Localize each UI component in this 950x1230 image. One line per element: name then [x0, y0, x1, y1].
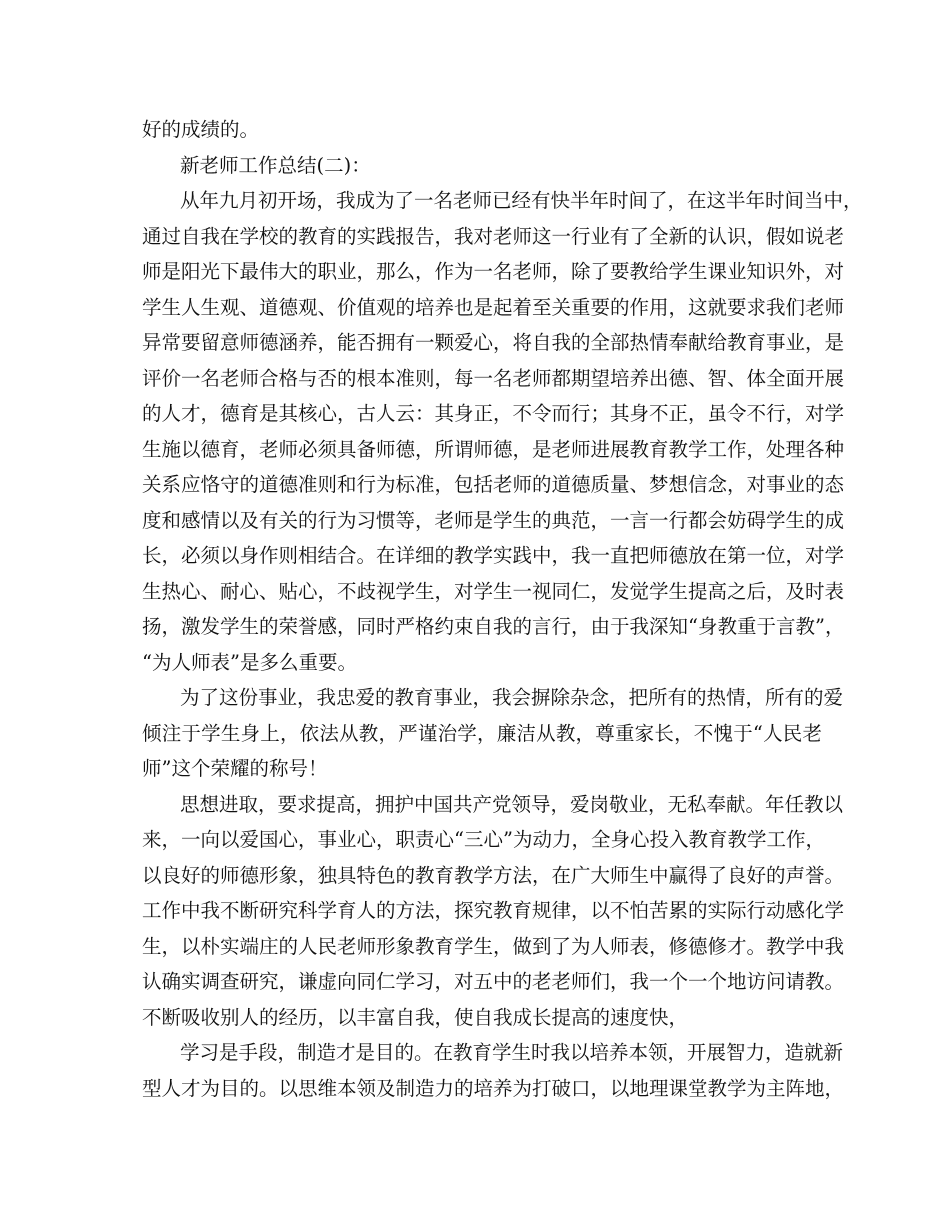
text-line: 异常要留意师德涵养，能否拥有一颗爱心，将自我的全部热情奉献给教育事业，是: [142, 331, 845, 354]
text-line: 学习是手段，制造才是目的。在教育学生时我以培养本领，开展智力，造就新: [180, 1041, 844, 1064]
text-line: 型人才为目的。以思维本领及制造力的培养为打破口，以地理课堂教学为主阵地，: [142, 1076, 845, 1100]
text-line: 师是阳光下最伟大的职业，那么，作为一名老师，除了要教给学生课业知识外，对: [142, 260, 845, 283]
text-line: 来，一向以爱国心，事业心，职责心“三心”为动力，全身心投入教育教学工作，: [142, 828, 825, 851]
text-line: 新老师工作总结(二)：: [180, 153, 371, 177]
text-line: 长，必须以身作则相结合。在详细的教学实践中，我一直把师德放在第一位，对学: [142, 544, 845, 567]
text-line: “为人师表”是多么重要。: [142, 650, 357, 674]
text-line: 生施以德育，老师必须具备师德，所谓师德，是老师进展教育教学工作，处理各种: [142, 437, 845, 461]
text-line: 评价一名老师合格与否的根本准则，每一名老师都期望培养出德、智、体全面开展: [142, 366, 845, 390]
text-line: 从年九月初开场，我成为了一名老师已经有快半年时间了，在这半年时间当中，: [180, 189, 863, 212]
text-line: 的人才，德育是其核心，古人云：其身正，不令而行；其身不正，虽令不行，对学: [142, 402, 845, 425]
text-line: 以良好的师德形象，独具特色的教育教学方法，在广大师生中赢得了良好的声誉。: [142, 863, 845, 887]
text-line: 不断吸收别人的经历，以丰富自我，使自我成长提高的速度快，: [142, 1005, 689, 1029]
text-line: 思想进取，要求提高，拥护中国共产党领导，爱岗敬业，无私奉献。年任教以: [180, 792, 844, 816]
text-line: 师”这个荣耀的称号！: [142, 757, 328, 780]
text-line: 度和感情以及有关的行为习惯等，老师是学生的典范，一言一行都会妨碍学生的成: [142, 508, 845, 532]
text-line: 生，以朴实端庄的人民老师形象教育学生，做到了为人师表，修德修才。教学中我: [142, 934, 845, 958]
document-body: [142, 112, 863, 1106]
text-line: 学生人生观、道德观、价值观的培养也是起着至关重要的作用，这就要求我们老师: [142, 295, 845, 319]
text-line: 关系应恪守的道德准则和行为标准，包括老师的道德质量、梦想信念，对事业的态: [142, 473, 845, 496]
text-line: 倾注于学生身上，依法从教，严谨治学，廉洁从教，尊重家长，不愧于“人民老: [142, 721, 822, 745]
text-line: 通过自我在学校的教育的实践报告，我对老师这一行业有了全新的认识，假如说老: [142, 224, 845, 248]
text-line: 为了这份事业，我忠爱的教育事业，我会摒除杂念，把所有的热情，所有的爱: [180, 686, 844, 709]
text-line: 生热心、耐心、贴心，不歧视学生，对学生一视同仁，发觉学生提高之后，及时表: [142, 579, 845, 603]
text-line: 扬，激发学生的荣誉感，同时严格约束自我的言行，由于我深知“身教重于言教”，: [142, 615, 845, 638]
text-line: 认确实调查研究，谦虚向同仁学习，对五中的老老师们，我一个一个地访问请教。: [142, 970, 845, 993]
text-line: 好的成绩的。: [142, 118, 260, 141]
text-line: 工作中我不断研究科学育人的方法，探究教育规律，以不怕苦累的实际行动感化学: [142, 899, 845, 922]
